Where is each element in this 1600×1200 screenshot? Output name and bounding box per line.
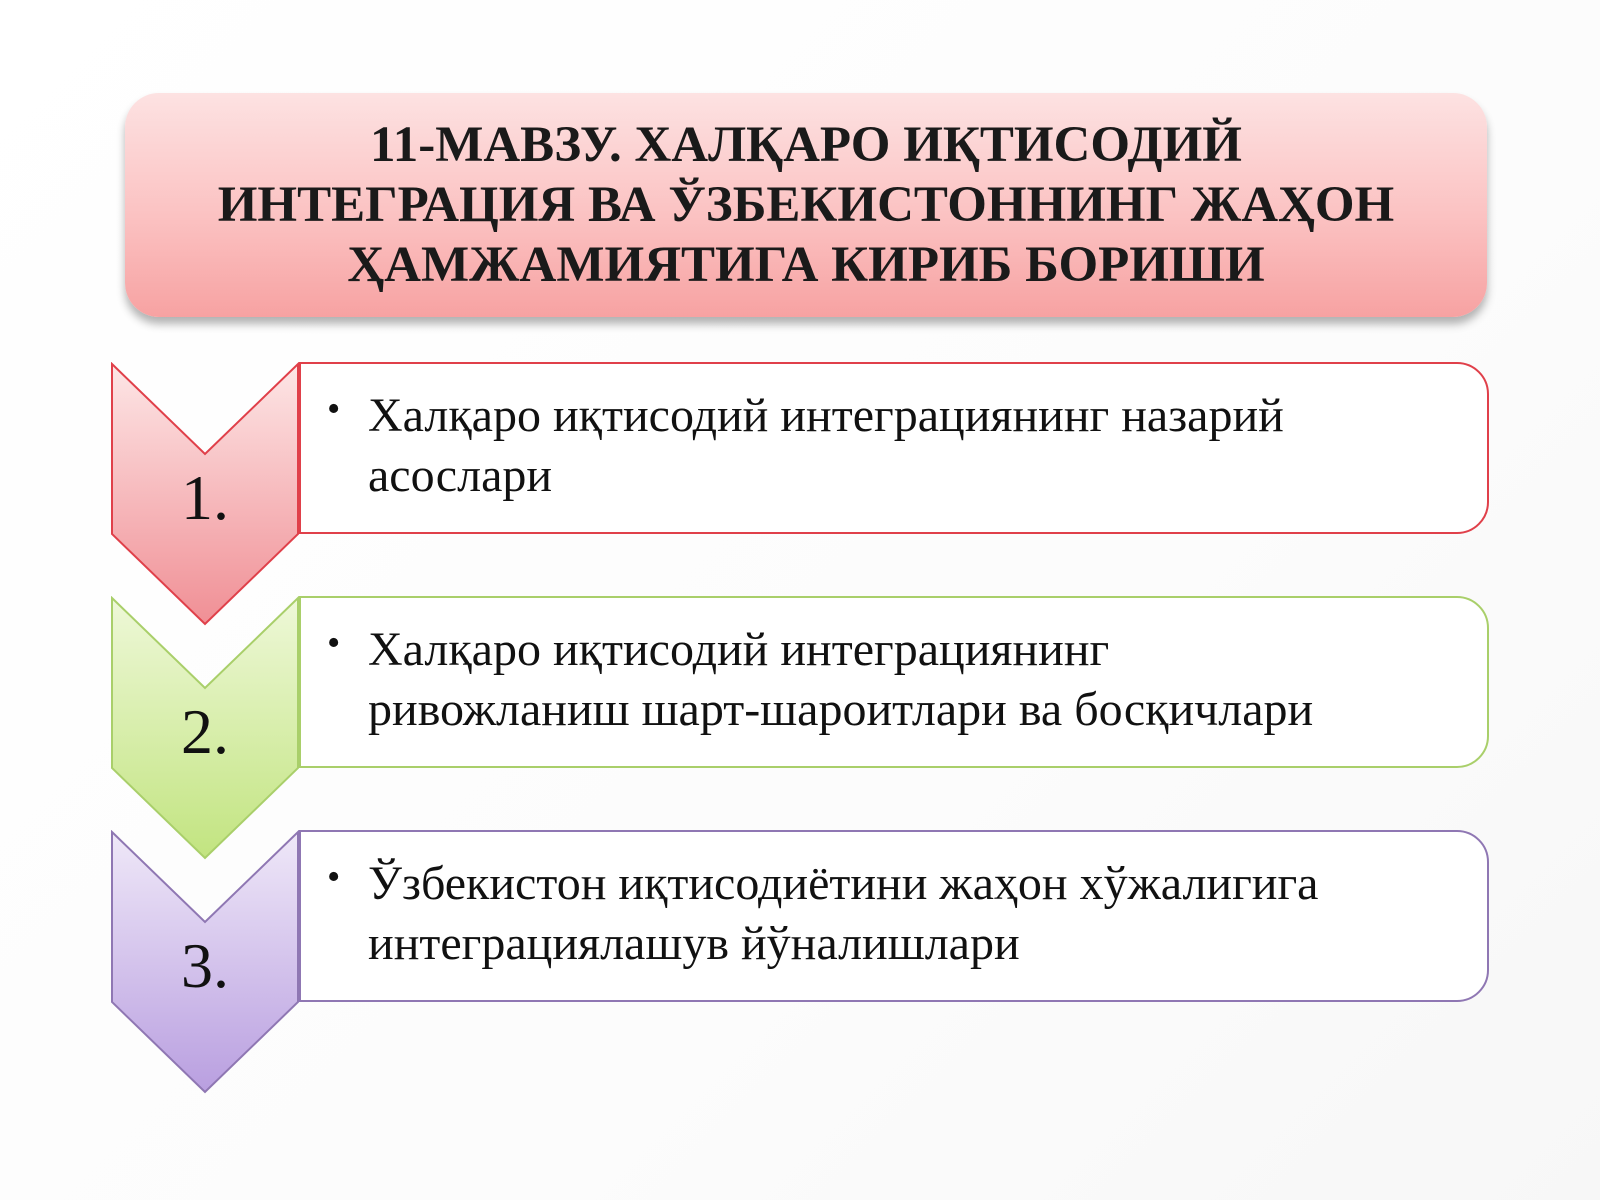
item-3-line-2: интеграциялашув йўналишлари: [368, 917, 1020, 970]
item-1-bullet: •: [327, 388, 341, 430]
item-1-line-2: асослари: [368, 449, 553, 502]
item-1-line-1: Халқаро иқтисодий интеграциянинг назарий: [368, 389, 1284, 442]
title-box: [125, 93, 1487, 317]
title-line-1: 11-МАВЗУ. ХАЛҚАРО ИҚТИСОДИЙ: [370, 117, 1242, 173]
item-2-line-2: ривожланиш шарт-шароитлари ва босқичлари: [368, 683, 1314, 736]
item-2-line-1: Халқаро иқтисодий интеграциянинг: [368, 623, 1110, 676]
item-3-text: [368, 854, 1478, 974]
item-3-number: 3.: [181, 930, 229, 1001]
item-1-number: 1.: [181, 462, 229, 533]
slide-title: [146, 115, 1466, 295]
item-2-text: [368, 620, 1478, 740]
item-3-line-1: Ўзбекистон иқтисодиётини жаҳон хўжалигига: [368, 857, 1319, 910]
title-line-3: ҲАМЖАМИЯТИГА КИРИБ БОРИШИ: [347, 237, 1265, 293]
item-3-bullet: •: [327, 856, 341, 898]
title-line-2: ИНТЕГРАЦИЯ ВА ЎЗБЕКИСТОННИНГ ЖАҲОН: [217, 177, 1395, 233]
item-2-bullet: •: [327, 622, 341, 664]
item-2-number: 2.: [181, 696, 229, 767]
item-1-text: [368, 386, 1478, 506]
